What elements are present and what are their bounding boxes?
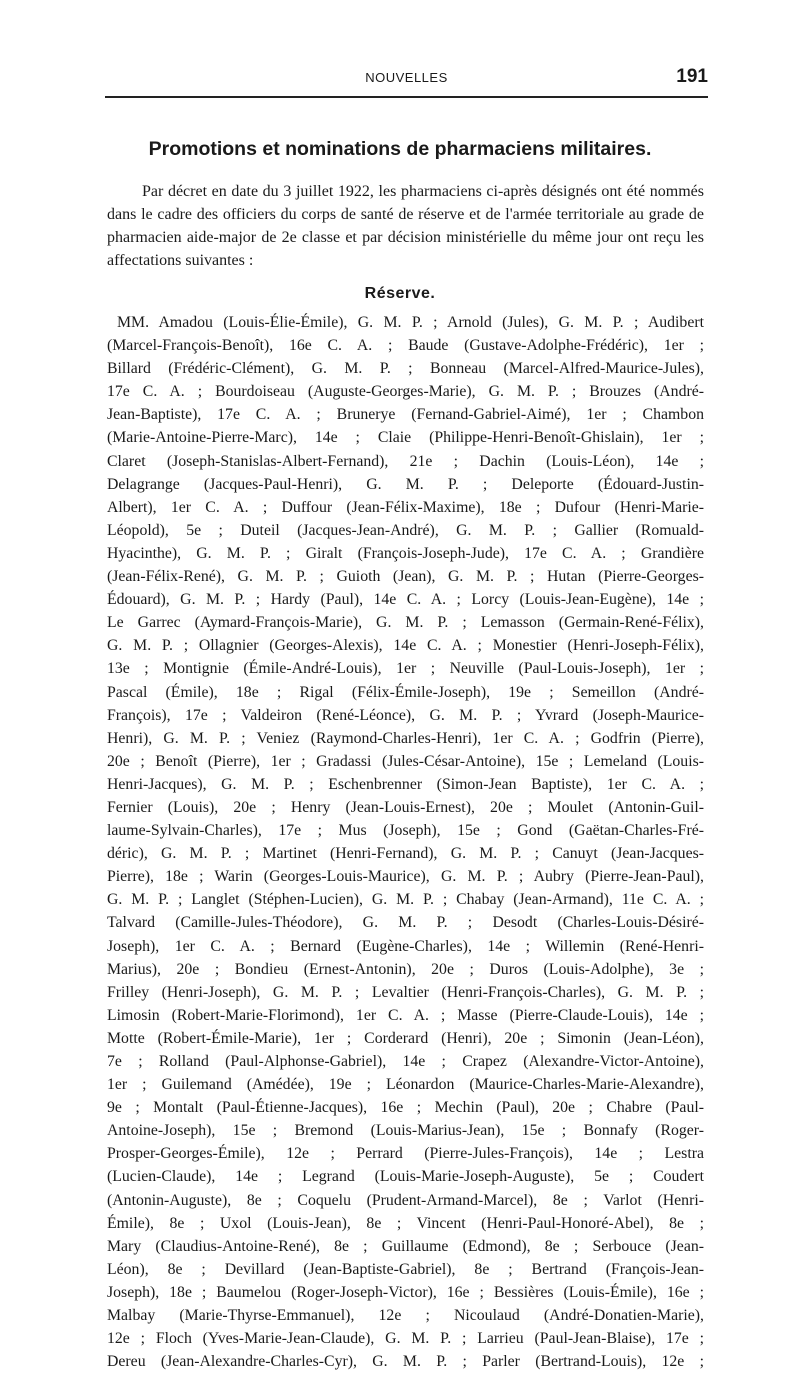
roster-line: Limosin (Robert-Marie-Florimond), 1er C. A. ; Masse (Pierre-Claude-Louis), 14e ; <box>107 1006 704 1024</box>
roster-line: Claret (Joseph-Stanislas-Albert-Fernand), 21e ; Dachin (Louis-Léon), 14e ; <box>107 452 704 470</box>
article-title: Promotions et nominations de pharmaciens militaires. <box>148 138 652 160</box>
roster-line: 20e ; Benoît (Pierre), 1er ; Gradassi (Jules-César-Antoine), 15e ; Lemeland (Louis- <box>107 752 704 770</box>
roster-line: déric), G. M. P. ; Martinet (Henri-Fernand), G. M. P. ; Canuyt (Jean-Jacques- <box>107 845 704 863</box>
running-head <box>105 66 708 90</box>
roster-line: Billard (Frédéric-Clément), G. M. P. ; Bonneau (Marcel-Alfred-Maurice-Jules), <box>107 360 704 378</box>
roster-line: François), 17e ; Valdeiron (René-Léonce), G. M. P. ; Yvrard (Joseph-Maurice- <box>107 706 704 724</box>
roster-line: laume-Sylvain-Charles), 17e ; Mus (Joseph), 15e ; Gond (Gaëtan-Charles-Fré- <box>107 822 704 840</box>
roster-line: Delagrange (Jacques-Paul-Henri), G. M. P. ; Deleporte (Édouard-Justin- <box>107 475 704 493</box>
roster-line: Antoine-Joseph), 15e ; Bremond (Louis-Marius-Jean), 15e ; Bonnafy (Roger- <box>107 1122 704 1140</box>
roster-line: Léopold), 5e ; Duteil (Jacques-Jean-André), G. M. P. ; Gallier (Romuald- <box>107 521 704 539</box>
roster-line: Jean-Baptiste), 17e C. A. ; Brunerye (Fernand-Gabriel-Aimé), 1er ; Chambon <box>107 406 704 424</box>
roster-line: (Lucien-Claude), 14e ; Legrand (Louis-Marie-Joseph-Auguste), 5e ; Coudert <box>107 1168 704 1186</box>
roster-line: Hyacinthe), G. M. P. ; Giralt (François-Joseph-Jude), 17e C. A. ; Grandière <box>107 544 704 562</box>
roster-line: Motte (Robert-Émile-Marie), 1er ; Corderard (Henri), 20e ; Simonin (Jean-Léon), <box>107 1029 704 1047</box>
roster-line: Albert), 1er C. A. ; Duffour (Jean-Félix-Maxime), 18e ; Dufour (Henri-Marie- <box>107 498 704 516</box>
running-title: NOUVELLES <box>365 70 448 85</box>
roster-line: Léon), 8e ; Devillard (Jean-Baptiste-Gabriel), 8e ; Bertrand (François-Jean- <box>107 1260 704 1278</box>
roster-line: MM. Amadou (Louis-Élie-Émile), G. M. P. ; Arnold (Jules), G. M. P. ; Audibert <box>117 314 704 331</box>
roster-line: G. M. P. ; Ollagnier (Georges-Alexis), 14e C. A. ; Monestier (Henri-Joseph-Félix), <box>107 637 704 655</box>
roster-line: 1er ; Guilemand (Amédée), 19e ; Léonardon (Maurice-Charles-Marie-Alexandre), <box>107 1076 704 1094</box>
roster-line: 13e ; Montignie (Émile-André-Louis), 1er ; Neuville (Paul-Louis-Joseph), 1er ; <box>107 660 704 678</box>
roster-line: Joseph), 18e ; Baumelou (Roger-Joseph-Victor), 16e ; Bessières (Louis-Émile), 16e ; <box>107 1283 704 1301</box>
roster-line: Talvard (Camille-Jules-Théodore), G. M. P. ; Desodt (Charles-Louis-Désiré- <box>107 914 704 932</box>
roster-line: 12e ; Floch (Yves-Marie-Jean-Claude), G. M. P. ; Larrieu (Paul-Jean-Blaise), 17e ; <box>107 1330 704 1348</box>
roster-line: G. M. P. ; Langlet (Stéphen-Lucien), G. M. P. ; Chabay (Jean-Armand), 11e C. A. ; <box>107 891 704 909</box>
roster-line: Henri), G. M. P. ; Veniez (Raymond-Charles-Henri), 1er C. A. ; Godfrin (Pierre), <box>107 729 704 747</box>
roster-line: Dereu (Jean-Alexandre-Charles-Cyr), G. M. P. ; Parler (Bertrand-Louis), 12e ; <box>107 1353 704 1371</box>
roster-line: (Marie-Antoine-Pierre-Marc), 14e ; Claie (Philippe-Henri-Benoît-Ghislain), 1er ; <box>107 429 704 447</box>
roster-line: Marius), 20e ; Bondieu (Ernest-Antonin), 20e ; Duros (Louis-Adolphe), 3e ; <box>107 960 704 978</box>
roster-line: Émile), 8e ; Uxol (Louis-Jean), 8e ; Vincent (Henri-Paul-Honoré-Abel), 8e ; <box>107 1214 704 1232</box>
page-number: 191 <box>676 66 708 87</box>
roster-line: Frilley (Henri-Joseph), G. M. P. ; Levaltier (Henri-François-Charles), G. M. P. ; <box>107 983 704 1001</box>
roster-line: 17e C. A. ; Bourdoiseau (Auguste-Georges-Marie), G. M. P. ; Brouzes (André- <box>107 383 704 401</box>
header-rule <box>105 96 708 98</box>
roster-line: Henri-Jacques), G. M. P. ; Eschenbrenner (Simon-Jean Baptiste), 1er C. A. ; <box>107 775 704 793</box>
roster-line: Pierre), 18e ; Warin (Georges-Louis-Maurice), G. M. P. ; Aubry (Pierre-Jean-Paul), <box>107 868 704 886</box>
roster-line: Prosper-Georges-Émile), 12e ; Perrard (Pierre-Jules-François), 14e ; Lestra <box>107 1145 704 1163</box>
roster-line: Le Garrec (Aymard-François-Marie), G. M. P. ; Lemasson (Germain-René-Félix), <box>107 614 704 632</box>
section-heading: Réserve. <box>364 285 436 302</box>
roster-line: 7e ; Rolland (Paul-Alphonse-Gabriel), 14e ; Crapez (Alexandre-Victor-Antoine), <box>107 1053 704 1070</box>
roster-line: (Antonin-Auguste), 8e ; Coquelu (Prudent-Armand-Marcel), 8e ; Varlot (Henri- <box>107 1191 704 1209</box>
roster-line: Joseph), 1er C. A. ; Bernard (Eugène-Charles), 14e ; Willemin (René-Henri- <box>107 937 704 955</box>
roster-line: (Jean-Félix-René), G. M. P. ; Guioth (Jean), G. M. P. ; Hutan (Pierre-Georges- <box>107 568 704 586</box>
roster-line: Pascal (Émile), 18e ; Rigal (Félix-Émile-Joseph), 19e ; Semeillon (André- <box>107 683 704 701</box>
intro-paragraph: Par décret en date du 3 juillet 1922, les pharmaciens ci-après désignés ont été nommés dans le cadre des officiers du corps de santé de réserve et de l'armée territoriale au grade de pharmacien aide-major de 2e classe et par décision ministérielle du même jour ont reçu les affectations suivantes : <box>107 183 704 269</box>
roster-line: Malbay (Marie-Thyrse-Emmanuel), 12e ; Nicoulaud (André-Donatien-Marie), <box>107 1307 704 1325</box>
roster-line: (Marcel-François-Benoît), 16e C. A. ; Baude (Gustave-Adolphe-Frédéric), 1er ; <box>107 337 704 355</box>
roster-line: Édouard), G. M. P. ; Hardy (Paul), 14e C. A. ; Lorcy (Louis-Jean-Eugène), 14e ; <box>107 591 704 609</box>
roster-line: 9e ; Montalt (Paul-Étienne-Jacques), 16e ; Mechin (Paul), 20e ; Chabre (Paul- <box>107 1099 704 1117</box>
roster-paragraph <box>107 311 704 1373</box>
roster-line: Mary (Claudius-Antoine-René), 8e ; Guillaume (Edmond), 8e ; Serbouce (Jean- <box>107 1237 704 1255</box>
roster-line: Fernier (Louis), 20e ; Henry (Jean-Louis-Ernest), 20e ; Moulet (Antonin-Guil- <box>107 798 704 816</box>
